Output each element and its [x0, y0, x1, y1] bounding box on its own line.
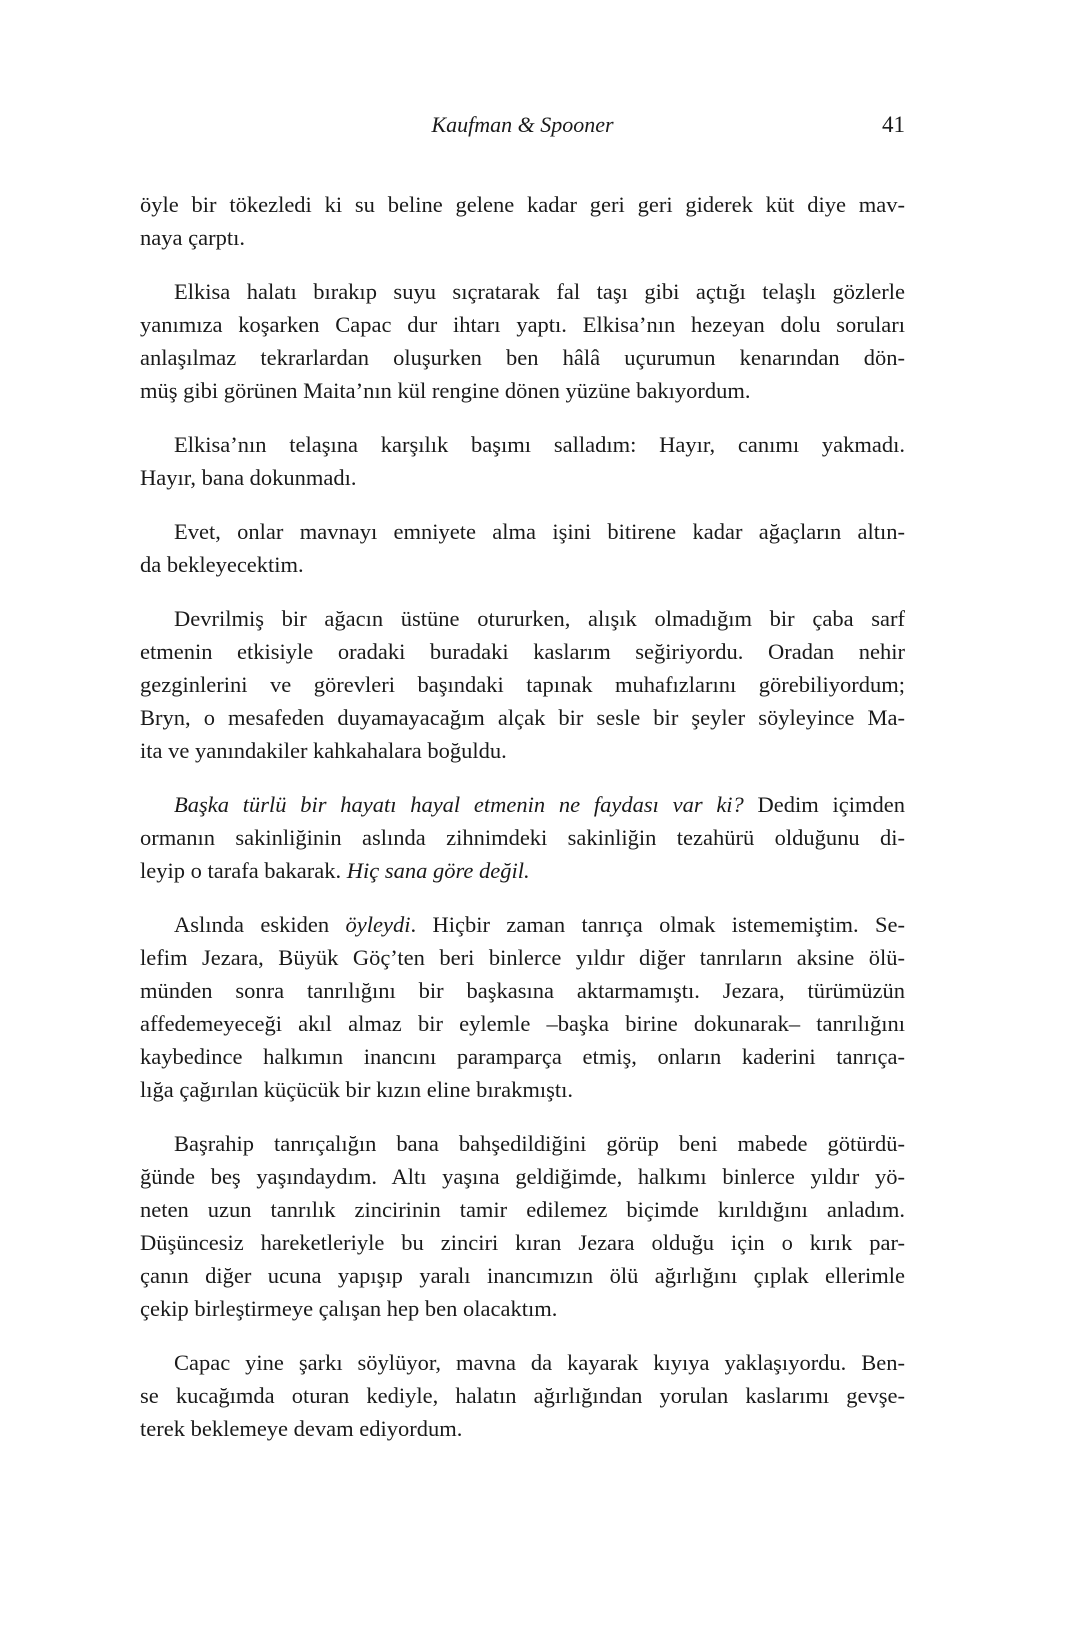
text-segment: Hayır, bana dokunmadı. [140, 465, 357, 490]
text-line [140, 461, 905, 494]
text-segment: ita ve yanındakiler kahkahalara boğuldu. [140, 738, 507, 763]
text-line [140, 1007, 905, 1040]
paragraph [140, 275, 905, 407]
text-line [140, 635, 905, 668]
text-line [140, 221, 905, 254]
text-segment: ormanın sakinliğinin aslında zihnimdeki sakinliğin tezahürü olduğunu di- [140, 825, 905, 850]
page-body [140, 188, 905, 1466]
text-segment: kaybedince halkımın inancını paramparça etmiş, onların kaderini tanrıça- [140, 1044, 905, 1069]
text-line [140, 374, 905, 407]
text-segment: Bryn, o mesafeden duyamayacağım alçak bir sesle bir şeyler söyleyince Ma- [140, 705, 905, 730]
italic-text: Hiç sana göre değil. [346, 858, 530, 883]
text-segment: . Hiçbir zaman tanrıça olmak istememiştim. Se- [410, 912, 906, 937]
text-line [140, 1259, 905, 1292]
text-segment: ğünde beş yaşındaydım. Altı yaşına geldiğimde, halkımı binlerce yıldır yö- [140, 1164, 905, 1189]
text-segment: çanın diğer ucuna yapışıp yaralı inancımızın ölü ağırlığını çıplak ellerimle [140, 1263, 905, 1288]
text-segment: lefim Jezara, Büyük Göç’ten beri binlerce yıldır diğer tanrıların aksine ölü- [140, 945, 905, 970]
paragraph [140, 188, 905, 254]
text-line [140, 1292, 905, 1325]
text-segment: lığa çağırılan küçücük bir kızın eline bırakmıştı. [140, 1077, 573, 1102]
text-line [140, 941, 905, 974]
text-segment: leyip o tarafa bakarak. [140, 858, 347, 883]
text-line [140, 515, 905, 548]
text-segment: Elkisa halatı bırakıp suyu sıçratarak fal taşı gibi açtığı telaşlı gözlerle [174, 279, 905, 304]
text-segment: da bekleyecektim. [140, 552, 304, 577]
text-line [140, 1346, 905, 1379]
text-line [140, 974, 905, 1007]
text-segment: müş gibi görünen Maita’nın kül rengine dönen yüzüne bakıyordum. [140, 378, 751, 403]
text-segment: yanımıza koşarken Capac dur ihtarı yaptı. Elkisa’nın hezeyan dolu soruları [140, 312, 905, 337]
text-line [140, 308, 905, 341]
paragraph [140, 1346, 905, 1445]
italic-text: Başka türlü bir hayatı hayal etmenin ne faydası var ki? [174, 792, 744, 817]
text-line [140, 188, 905, 221]
text-segment: münden sonra tanrılığını bir başkasına aktarmamıştı. Jezara, türümüzün [140, 978, 905, 1003]
text-line [140, 275, 905, 308]
text-segment: Devrilmiş bir ağacın üstüne otururken, alışık olmadığım bir çaba sarf [174, 606, 905, 631]
paragraph [140, 1127, 905, 1325]
text-segment: naya çarptı. [140, 225, 245, 250]
text-line [140, 428, 905, 461]
text-line [140, 1073, 905, 1106]
page-number: 41 [882, 112, 905, 137]
paragraph [140, 602, 905, 767]
text-segment: Aslında eskiden [174, 912, 346, 937]
text-segment: neten uzun tanrılık zincirinin tamir edilemez biçimde kırıldığını anladım. [140, 1197, 905, 1222]
text-line [140, 821, 905, 854]
text-line [140, 668, 905, 701]
text-line [140, 1040, 905, 1073]
text-line [140, 548, 905, 581]
text-line [140, 602, 905, 635]
text-line [140, 1412, 905, 1445]
italic-text: öyleydi [345, 912, 411, 937]
text-segment: affedemeyeceği akıl almaz bir eylemle –başka birine dokunarak– tanrılığını [140, 1011, 905, 1036]
text-line [140, 1379, 905, 1412]
text-line [140, 701, 905, 734]
text-line [140, 1193, 905, 1226]
text-segment: Dedim içimden [743, 792, 906, 817]
paragraph [140, 788, 905, 887]
text-line [140, 341, 905, 374]
text-line [140, 1160, 905, 1193]
text-segment: anlaşılmaz tekrarlardan oluşurken ben hâlâ uçurumun kenarından dön- [140, 345, 905, 370]
text-segment: öyle bir tökezledi ki su beline gelene kadar geri geri giderek küt diye mav- [140, 192, 905, 217]
text-segment: Evet, onlar mavnayı emniyete alma işini bitirene kadar ağaçların altın- [174, 519, 905, 544]
text-segment: gezginlerini ve görevleri başındaki tapınak muhafızlarını görebiliyordum; [140, 672, 905, 697]
text-line [140, 1226, 905, 1259]
text-segment: se kucağımda oturan kediyle, halatın ağırlığından yorulan kaslarımı gevşe- [140, 1383, 905, 1408]
text-line [140, 854, 905, 887]
paragraph [140, 515, 905, 581]
text-line [140, 788, 905, 821]
paragraph [140, 908, 905, 1106]
page-header [140, 112, 905, 146]
text-segment: çekip birleştirmeye çalışan hep ben olacaktım. [140, 1296, 558, 1321]
text-line [140, 1127, 905, 1160]
text-segment: Capac yine şarkı söylüyor, mavna da kayarak kıyıya yaklaşıyordu. Ben- [174, 1350, 905, 1375]
running-title: Kaufman & Spooner [431, 112, 614, 137]
text-segment: Başrahip tanrıçalığın bana bahşedildiğini görüp beni mabede götürdü- [174, 1131, 905, 1156]
text-segment: etmenin etkisiyle oradaki buradaki kaslarım seğiriyordu. Oradan nehir [140, 639, 905, 664]
paragraph [140, 428, 905, 494]
text-line [140, 734, 905, 767]
text-line [140, 908, 905, 941]
text-segment: Düşüncesiz hareketleriyle bu zinciri kıran Jezara olduğu için o kırık par- [140, 1230, 905, 1255]
text-segment: terek beklemeye devam ediyordum. [140, 1416, 463, 1441]
text-segment: Elkisa’nın telaşına karşılık başımı salladım: Hayır, canımı yakmadı. [174, 432, 905, 457]
